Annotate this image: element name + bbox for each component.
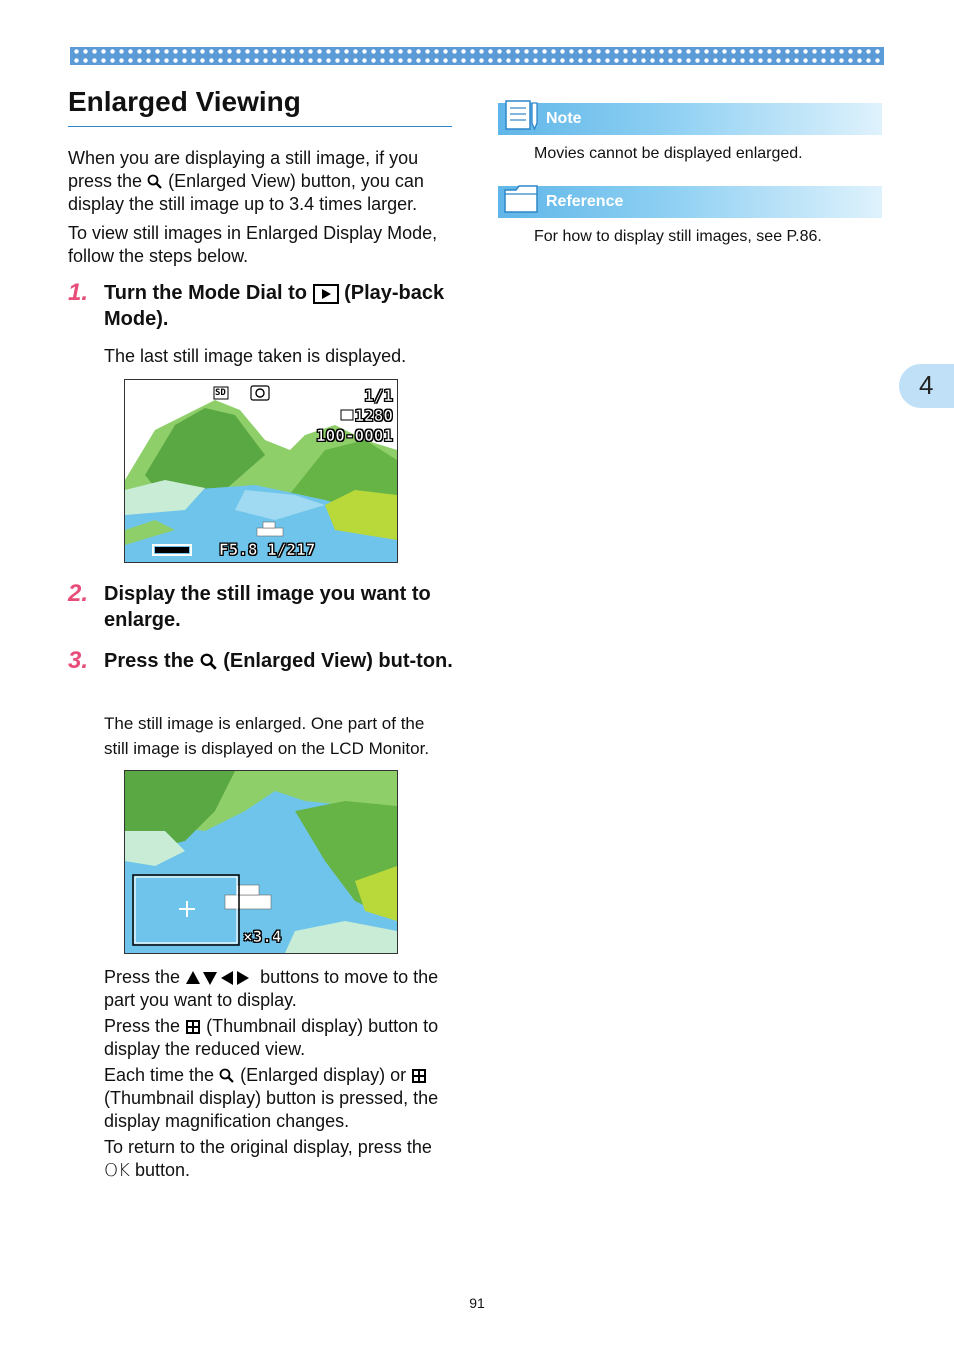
intro-text-a: When you are displaying a still image, if you press the — [68, 148, 419, 191]
page-number: 91 — [469, 1295, 485, 1311]
osd-image-size: 1280 — [354, 406, 393, 425]
reference-label: Reference — [546, 193, 624, 210]
magnifier-icon — [200, 653, 218, 671]
after-p4-a: To return to the original display, press the — [104, 1137, 432, 1157]
reference-text: For how to display still images, see P.86. — [534, 228, 822, 245]
note-icon — [502, 99, 540, 133]
after-p3-a: Each time the — [104, 1065, 215, 1085]
playback-icon — [313, 284, 339, 304]
step-3-text-b: (Enlarged View) but-ton. — [223, 650, 453, 672]
after-p1-a: Press the — [104, 967, 181, 987]
step-3-description: The still image is enlarged. One part of the still image is displayed on the LCD Monitor. — [104, 714, 430, 758]
magnifier-icon — [147, 174, 163, 190]
step-2-text: Display the still image you want to enlarge. — [104, 583, 431, 631]
ok-button-label: OK — [104, 1160, 130, 1181]
osd-file-number: 100-0001 — [315, 426, 393, 445]
after-paragraph-4 — [104, 1136, 454, 1182]
after-p3-c: (Thumbnail display) button is pressed, the display magnification changes. — [104, 1088, 439, 1131]
sd-card-icon: SD — [215, 388, 226, 398]
thumbnail-icon — [185, 1019, 201, 1035]
enlarged-landscape-image — [125, 771, 397, 953]
osd-exposure: F5.8 1/217 — [219, 540, 316, 559]
after-paragraph-1 — [104, 966, 454, 1012]
step-3-number: 3. — [68, 647, 89, 674]
step-1-text-b: (Play-back Mode). — [104, 282, 445, 330]
after-p2-a: Press the — [104, 1016, 181, 1036]
note-header — [498, 103, 882, 135]
step-1-number: 1. — [68, 279, 89, 306]
step-1-text-a: Turn the Mode Dial to — [104, 282, 307, 304]
step-2-number: 2. — [68, 580, 89, 607]
step-3-text — [104, 648, 454, 674]
step-3-text-a: Press the — [104, 650, 195, 672]
intro-paragraph-2: To view still images in Enlarged Display Mode, follow the steps below. — [68, 223, 438, 266]
note-text: Movies cannot be displayed enlarged. — [534, 145, 803, 162]
header-dotted-bar — [70, 47, 884, 65]
chapter-number: 4 — [919, 370, 934, 400]
after-paragraph-3 — [104, 1064, 454, 1133]
after-p1-b: buttons to move to the part you want to display. — [104, 967, 439, 1010]
after-p4-b: button. — [135, 1160, 191, 1180]
intro-paragraph-1 — [68, 147, 458, 216]
step-1-text — [104, 280, 454, 332]
note-label: Note — [546, 110, 582, 127]
after-p2-b: (Thumbnail display) button to display the reduced view. — [104, 1016, 439, 1059]
chapter-tab — [899, 364, 954, 408]
after-p3-b: (Enlarged display) or — [240, 1065, 407, 1085]
lcd-screen-playback — [124, 379, 398, 563]
thumbnail-icon — [411, 1068, 427, 1084]
reference-icon — [502, 182, 540, 216]
intro-text-b: (Enlarged View) button, you can display the still image up to 3.4 times larger. — [68, 171, 424, 214]
arrow-keys-icon — [185, 970, 255, 986]
osd-frame-count: 1/1 — [364, 386, 393, 405]
reference-header — [498, 186, 882, 218]
page-title: Enlarged Viewing — [68, 86, 301, 117]
magnifier-icon — [219, 1068, 235, 1084]
step-1-description: The last still image taken is displayed. — [104, 346, 407, 366]
title-underline — [68, 126, 452, 127]
lcd-screen-enlarged — [124, 770, 398, 954]
after-paragraph-2 — [104, 1015, 454, 1061]
osd-zoom-level: ×3.4 — [243, 927, 282, 946]
